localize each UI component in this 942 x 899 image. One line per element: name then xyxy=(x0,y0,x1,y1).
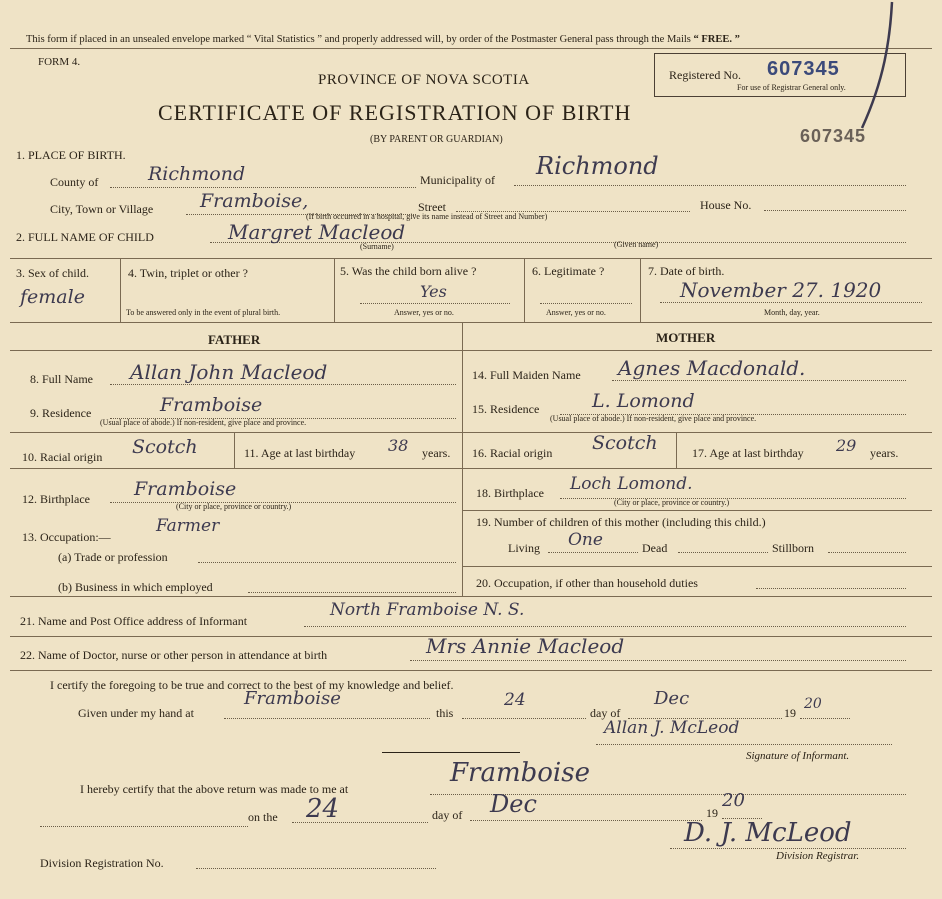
house-no-label: House No. xyxy=(700,198,752,212)
reg-day-of: day of xyxy=(432,808,463,822)
row-top-rule xyxy=(10,258,932,259)
rule xyxy=(10,432,932,433)
child-name-label: 2. FULL NAME OF CHILD xyxy=(16,230,154,244)
legitimate-label: 6. Legitimate ? xyxy=(532,264,605,278)
given-day-line xyxy=(462,718,586,719)
father-birthplace-note: (City or place, province or country.) xyxy=(176,502,292,511)
trade-line xyxy=(198,562,456,563)
house-no-line xyxy=(764,210,906,211)
municipality-label: Municipality of xyxy=(420,173,495,187)
business-line xyxy=(248,592,456,593)
date-note: Month, day, year. xyxy=(764,308,820,317)
given-year-line xyxy=(800,718,850,719)
county-label: County of xyxy=(50,175,99,189)
date-line xyxy=(660,302,922,303)
mother-racial-value: Scotch xyxy=(592,432,658,454)
city-label: City, Town or Village xyxy=(50,202,154,216)
mother-birthplace-line xyxy=(560,498,906,499)
father-age-label: 11. Age at last birthday xyxy=(244,446,356,460)
mother-birthplace-label: 18. Birthplace xyxy=(476,486,544,500)
given-place: Framboise xyxy=(244,688,341,709)
given-name-note: (Given name) xyxy=(614,240,659,249)
county-line xyxy=(110,187,416,188)
father-birthplace-value: Framboise xyxy=(134,478,237,500)
informant-signature: Allan J. McLeod xyxy=(604,718,740,738)
informant-value: North Framboise N. S. xyxy=(330,600,525,620)
father-birthplace-label: 12. Birthplace xyxy=(22,492,90,506)
city-value: Framboise, xyxy=(200,190,309,212)
dead-line xyxy=(678,552,768,553)
mother-name-label: 14. Full Maiden Name xyxy=(472,368,581,382)
doctor-value: Mrs Annie Macleod xyxy=(426,634,625,658)
given-label: Given under my hand at xyxy=(78,706,194,720)
rule xyxy=(10,350,932,351)
stamped-number: 607345 xyxy=(800,126,867,146)
mother-occupation-label: 20. Occupation, if other than household duties xyxy=(476,576,698,590)
this-label: this xyxy=(436,706,454,720)
sex-label: 3. Sex of child. xyxy=(16,266,89,280)
mother-age-value: 29 xyxy=(836,436,857,455)
mother-racial-label: 16. Racial origin xyxy=(472,446,553,460)
alive-value: Yes xyxy=(420,282,447,301)
separator-rule xyxy=(382,752,520,753)
doctor-line xyxy=(410,660,906,661)
informant-sig-label: Signature of Informant. xyxy=(746,750,850,762)
divider xyxy=(120,258,121,322)
father-heading: FATHER xyxy=(208,332,261,347)
twin-label: 4. Twin, triplet or other ? xyxy=(128,266,248,280)
registrar-sig-line xyxy=(670,848,906,849)
street-note: (If birth occurred in a hospital, give its name instead of Street and Number) xyxy=(306,212,548,221)
living-label: Living xyxy=(508,541,540,555)
registrar-certify: I hereby certify that the above return was made to me at xyxy=(80,782,349,796)
mother-residence-note: (Usual place of abode.) If non-resident, give place and province. xyxy=(550,414,757,423)
mother-birthplace-note: (City or place, province or country.) xyxy=(614,498,730,507)
divider xyxy=(334,258,335,322)
given-day: 24 xyxy=(504,690,526,710)
mother-occupation-line xyxy=(756,588,906,589)
mailing-notice xyxy=(26,34,740,45)
given-year-suffix: 20 xyxy=(804,696,822,712)
municipality-line xyxy=(514,185,906,186)
date-label: 7. Date of birth. xyxy=(648,264,725,278)
registered-label: Registered No. xyxy=(669,68,741,82)
certificate-subtitle: (BY PARENT OR GUARDIAN) xyxy=(370,134,503,145)
pen-mark xyxy=(840,0,900,140)
reg-month: Dec xyxy=(490,790,537,818)
legitimate-line xyxy=(540,303,632,304)
twin-note: To be answered only in the event of plural birth. xyxy=(126,308,281,317)
year-prefix: 19 xyxy=(784,706,796,720)
child-name-value: Margret Macleod xyxy=(228,220,406,244)
municipality-value: Richmond xyxy=(536,152,659,180)
on-the-label: on the xyxy=(248,810,278,824)
divider xyxy=(640,258,641,322)
living-line xyxy=(548,552,638,553)
center-divider xyxy=(462,322,463,596)
mailing-free-text: “ FREE. ” xyxy=(693,34,740,45)
certificate-title: CERTIFICATE OF REGISTRATION OF BIRTH xyxy=(158,100,632,125)
dead-label: Dead xyxy=(642,541,668,555)
children-label: 19. Number of children of this mother (including this child.) xyxy=(476,515,766,529)
stillborn-label: Stillborn xyxy=(772,541,815,555)
father-name-value: Allan John Macleod xyxy=(130,360,328,384)
province-heading: PROVINCE OF NOVA SCOTIA xyxy=(318,72,530,88)
father-name-label: 8. Full Name xyxy=(30,372,93,386)
father-occupation-label: 13. Occupation:— xyxy=(22,530,111,544)
doctor-label: 22. Name of Doctor, nurse or other person in attendance at birth xyxy=(20,648,328,662)
mother-name-value: Agnes Macdonald. xyxy=(618,356,806,380)
rule xyxy=(462,510,932,511)
father-name-line xyxy=(110,384,456,385)
registrar-place: Framboise xyxy=(450,758,590,788)
living-value: One xyxy=(568,530,603,550)
reg-day: 24 xyxy=(306,794,340,824)
division-no-label: Division Registration No. xyxy=(40,856,164,870)
division-no-line xyxy=(196,868,436,869)
date-value: November 27. 1920 xyxy=(680,278,882,302)
certify-text: I certify the foregoing to be true and correct to the best of my knowledge and belief. xyxy=(50,678,454,692)
alive-line xyxy=(360,303,510,304)
mother-years: years. xyxy=(870,446,899,460)
surname-note: (Surname) xyxy=(360,242,394,251)
registrar-signature: D. J. McLeod xyxy=(684,818,852,848)
row-bottom-rule xyxy=(10,322,932,323)
father-age-value: 38 xyxy=(388,436,409,455)
reg-year-suffix: 20 xyxy=(722,790,745,811)
alive-note: Answer, yes or no. xyxy=(394,308,454,317)
rule xyxy=(10,596,932,597)
registrar-label: Division Registrar. xyxy=(776,850,860,862)
mother-birthplace-value: Loch Lomond. xyxy=(570,474,693,494)
reg-year-prefix: 19 xyxy=(706,806,718,820)
mailing-notice-text: This form if placed in an unsealed envelope marked “ Vital Statistics ” and properly addressed will, by order of the Postmaster General pass through the Mails xyxy=(26,34,691,45)
place-of-birth-label: 1. PLACE OF BIRTH. xyxy=(16,148,126,162)
given-place-line xyxy=(224,718,430,719)
informant-sig-line xyxy=(596,744,892,745)
top-rule xyxy=(10,48,932,49)
divider xyxy=(524,258,525,322)
rule xyxy=(10,468,932,469)
registered-number: 607345 xyxy=(767,58,840,80)
given-month: Dec xyxy=(654,688,690,709)
mother-residence-label: 15. Residence xyxy=(472,402,540,416)
rule xyxy=(462,566,932,567)
father-racial-value: Scotch xyxy=(132,436,198,458)
mother-name-line xyxy=(612,380,906,381)
informant-line xyxy=(304,626,906,627)
business-label: (b) Business in which employed xyxy=(58,580,213,594)
sex-value: female xyxy=(20,286,85,308)
father-residence-value: Framboise xyxy=(160,394,263,416)
form-number: FORM 4. xyxy=(38,56,81,68)
legitimate-note: Answer, yes or no. xyxy=(546,308,606,317)
county-value: Richmond xyxy=(148,163,246,185)
day-of-label: day of xyxy=(590,706,621,720)
divider xyxy=(234,432,235,468)
father-occupation-value: Farmer xyxy=(156,516,220,536)
father-residence-note: (Usual place of abode.) If non-resident, give place and province. xyxy=(100,418,307,427)
father-years: years. xyxy=(422,446,451,460)
street-label: Street xyxy=(418,200,446,214)
informant-label: 21. Name and Post Office address of Informant xyxy=(20,614,248,628)
registrar-only-note: For use of Registrar General only. xyxy=(737,83,846,92)
mother-heading: MOTHER xyxy=(656,330,716,345)
stillborn-line xyxy=(828,552,906,553)
left-blank-line xyxy=(40,826,248,827)
reg-month-line xyxy=(470,820,702,821)
mother-age-label: 17. Age at last birthday xyxy=(692,446,804,460)
rule xyxy=(10,670,932,671)
trade-label: (a) Trade or profession xyxy=(58,550,168,564)
alive-label: 5. Was the child born alive ? xyxy=(340,264,477,278)
father-racial-label: 10. Racial origin xyxy=(22,450,103,464)
divider xyxy=(676,432,677,468)
mother-residence-value: L. Lomond xyxy=(592,390,695,412)
father-residence-label: 9. Residence xyxy=(30,406,92,420)
